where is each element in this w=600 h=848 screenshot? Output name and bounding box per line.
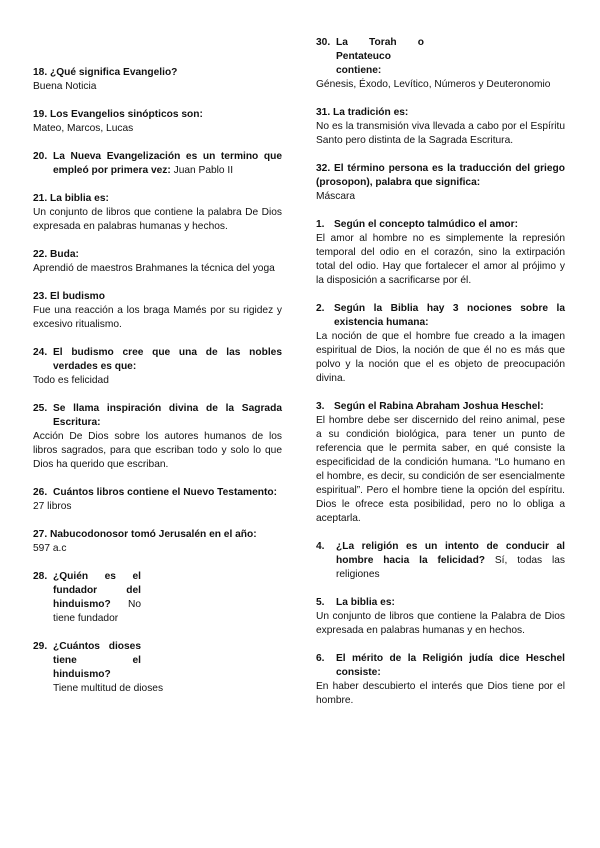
right-column (316, 36, 565, 722)
answer-text: En haber descubierto el interés que Dios tiene por el hombre. (316, 681, 565, 706)
question-number: 5. (316, 597, 325, 608)
question-18 (33, 66, 282, 94)
answer-text: Todo es felicidad (33, 375, 109, 386)
question-22 (33, 248, 282, 276)
answer-text: La noción de que el hombre fue creado a la imagen espiritual de Dios, la noción de que él no es más que polvo y la noción que el es objeto de preocupación divina. (316, 331, 565, 384)
question-number: 19. (33, 109, 48, 120)
question-number: 26. (33, 487, 48, 498)
question-20 (33, 150, 282, 178)
answer-text: Buena Noticia (33, 81, 97, 92)
answer-text: Génesis, Éxodo, Levítico, Números y Deuteronomio (316, 79, 551, 90)
question-text: El término persona es la traducción del griego (prosopon), palabra que significa: (316, 163, 565, 188)
question-29 (33, 640, 282, 696)
answer-text: Máscara (316, 191, 356, 202)
answer-text: Juan Pablo II (173, 165, 234, 176)
question-30 (316, 36, 565, 92)
question-number: 25. (33, 403, 48, 414)
question-heading (33, 192, 282, 206)
question-heading (316, 596, 565, 610)
question-number: 32. (316, 163, 331, 174)
question-heading (316, 106, 565, 120)
question-6 (316, 652, 565, 708)
answer-text: Tiene multitud de dioses (53, 683, 164, 694)
question-number: 20. (33, 151, 48, 162)
question-number: 31. (316, 107, 331, 118)
question-number: 2. (316, 303, 325, 314)
question-number: 3. (316, 401, 325, 412)
question-23 (33, 290, 282, 332)
question-number: 4. (316, 541, 325, 552)
question-31 (316, 106, 565, 148)
question-number: 6. (316, 653, 325, 664)
question-2 (316, 302, 565, 386)
answer-text: Aprendió de maestros Brahmanes la técnica del yoga (33, 263, 275, 274)
question-21 (33, 192, 282, 234)
question-text: ¿La religión es un intento de conducir al hombre hacia la felicidad? (336, 541, 565, 566)
answer-text: 27 libros (33, 501, 72, 512)
question-text: La Nueva Evangelización es un termino que empleó por primera vez: (53, 151, 282, 176)
question-heading (33, 640, 141, 682)
answer-text: 597 a.c (33, 543, 67, 554)
question-heading (33, 66, 282, 80)
question-text: Nabucodonosor tomó Jerusalén en el año: (50, 529, 257, 540)
question-text: La biblia es: (336, 597, 395, 608)
question-heading (33, 108, 282, 122)
answer-text: No tiene fundador (53, 599, 141, 624)
question-heading (33, 402, 282, 430)
answer-text: El amor al hombre no es simplemente la represión temporal del odio en el corazón, sino la extirpación total del odio. Hay que fortalecer el amor al prójimo y la disposición a sacrificarse por él. (316, 233, 565, 286)
question-24 (33, 346, 282, 388)
question-text: ¿Qué significa Evangelio? (50, 67, 178, 78)
question-heading (316, 162, 565, 190)
question-number: 1. (316, 219, 325, 230)
question-heading (33, 150, 282, 178)
question-heading (33, 346, 282, 374)
question-4 (316, 540, 565, 582)
question-heading (316, 652, 565, 680)
question-text: ¿Cuántos dioses tiene el hinduismo? (53, 641, 141, 680)
question-heading (316, 302, 565, 330)
question-heading (316, 400, 565, 414)
question-25 (33, 402, 282, 472)
question-text: La Torah o Pentateuco contiene: (336, 37, 424, 76)
answer-text: Sí, todas las religiones (336, 555, 565, 580)
question-heading (33, 486, 282, 500)
question-32 (316, 162, 565, 204)
question-text: Cuántos libros contiene el Nuevo Testamento: (53, 487, 277, 498)
question-heading (316, 36, 424, 78)
question-text: El mérito de la Religión judía dice Heschel consiste: (336, 653, 565, 678)
question-26 (33, 486, 282, 514)
question-text: La biblia es: (50, 193, 109, 204)
question-heading (33, 290, 282, 304)
question-heading (316, 218, 565, 232)
answer-text: Fue una reacción a los braga Mamés por su rigidez y excesivo ritualismo. (33, 305, 282, 330)
question-number: 23. (33, 291, 48, 302)
question-text: Según el concepto talmúdico el amor: (334, 219, 518, 230)
question-number: 18. (33, 67, 48, 78)
question-text: Los Evangelios sinópticos son: (50, 109, 203, 120)
answer-text: Un conjunto de libros que contiene la palabra De Dios expresada en palabras humanas y hechos. (33, 207, 282, 232)
question-19 (33, 108, 282, 136)
question-text: Se llama inspiración divina de la Sagrada Escritura: (53, 403, 282, 428)
question-text: El budismo (50, 291, 105, 302)
answer-text: Un conjunto de libros que contiene la Palabra de Dios expresada en palabras humanas y en hechos. (316, 611, 565, 636)
answer-text: Acción De Dios sobre los autores humanos de los libros sagrados, para que escriban todo y solo lo que Dios ha querido que escriban. (33, 431, 282, 470)
question-text: ¿Quién es el fundador del hinduismo? (53, 571, 141, 610)
question-28 (33, 570, 282, 626)
question-number: 24. (33, 347, 48, 358)
question-text: Según el Rabina Abraham Joshua Heschel: (334, 401, 544, 412)
question-number: 28. (33, 571, 48, 582)
question-number: 21. (33, 193, 48, 204)
question-heading (33, 248, 282, 262)
question-1 (316, 218, 565, 288)
question-heading (33, 570, 141, 626)
question-text: Buda: (50, 249, 79, 260)
answer-text: El hombre debe ser discernido del reino animal, pese a su condición biológica, para tener un punto de referencia que le permita saber, en qué consiste la especificidad de la condición humana. “Lo humano en el hombre, es decir, su condición de ser esencialmente espiritual”. Pero el hombre tiene la opción del espíritu. Dios le ofrece esta posibilidad, pero no lo obliga a aceptarla. (316, 415, 565, 524)
question-heading (33, 528, 282, 542)
question-text: Según la Biblia hay 3 nociones sobre la existencia humana: (334, 303, 565, 328)
question-number: 27. (33, 529, 48, 540)
question-5 (316, 596, 565, 638)
answer-text: No es la transmisión viva llevada a cabo por el Espíritu Santo pero distinta de la Sagrada Escritura. (316, 121, 565, 146)
left-column (33, 66, 282, 710)
answer-text: Mateo, Marcos, Lucas (33, 123, 134, 134)
question-number: 22. (33, 249, 48, 260)
question-3 (316, 400, 565, 526)
question-heading (316, 540, 565, 582)
question-number: 30. (316, 37, 331, 48)
question-27 (33, 528, 282, 556)
question-number: 29. (33, 641, 48, 652)
question-text: La tradición es: (333, 107, 409, 118)
question-text: El budismo cree que una de las nobles verdades es que: (53, 347, 282, 372)
